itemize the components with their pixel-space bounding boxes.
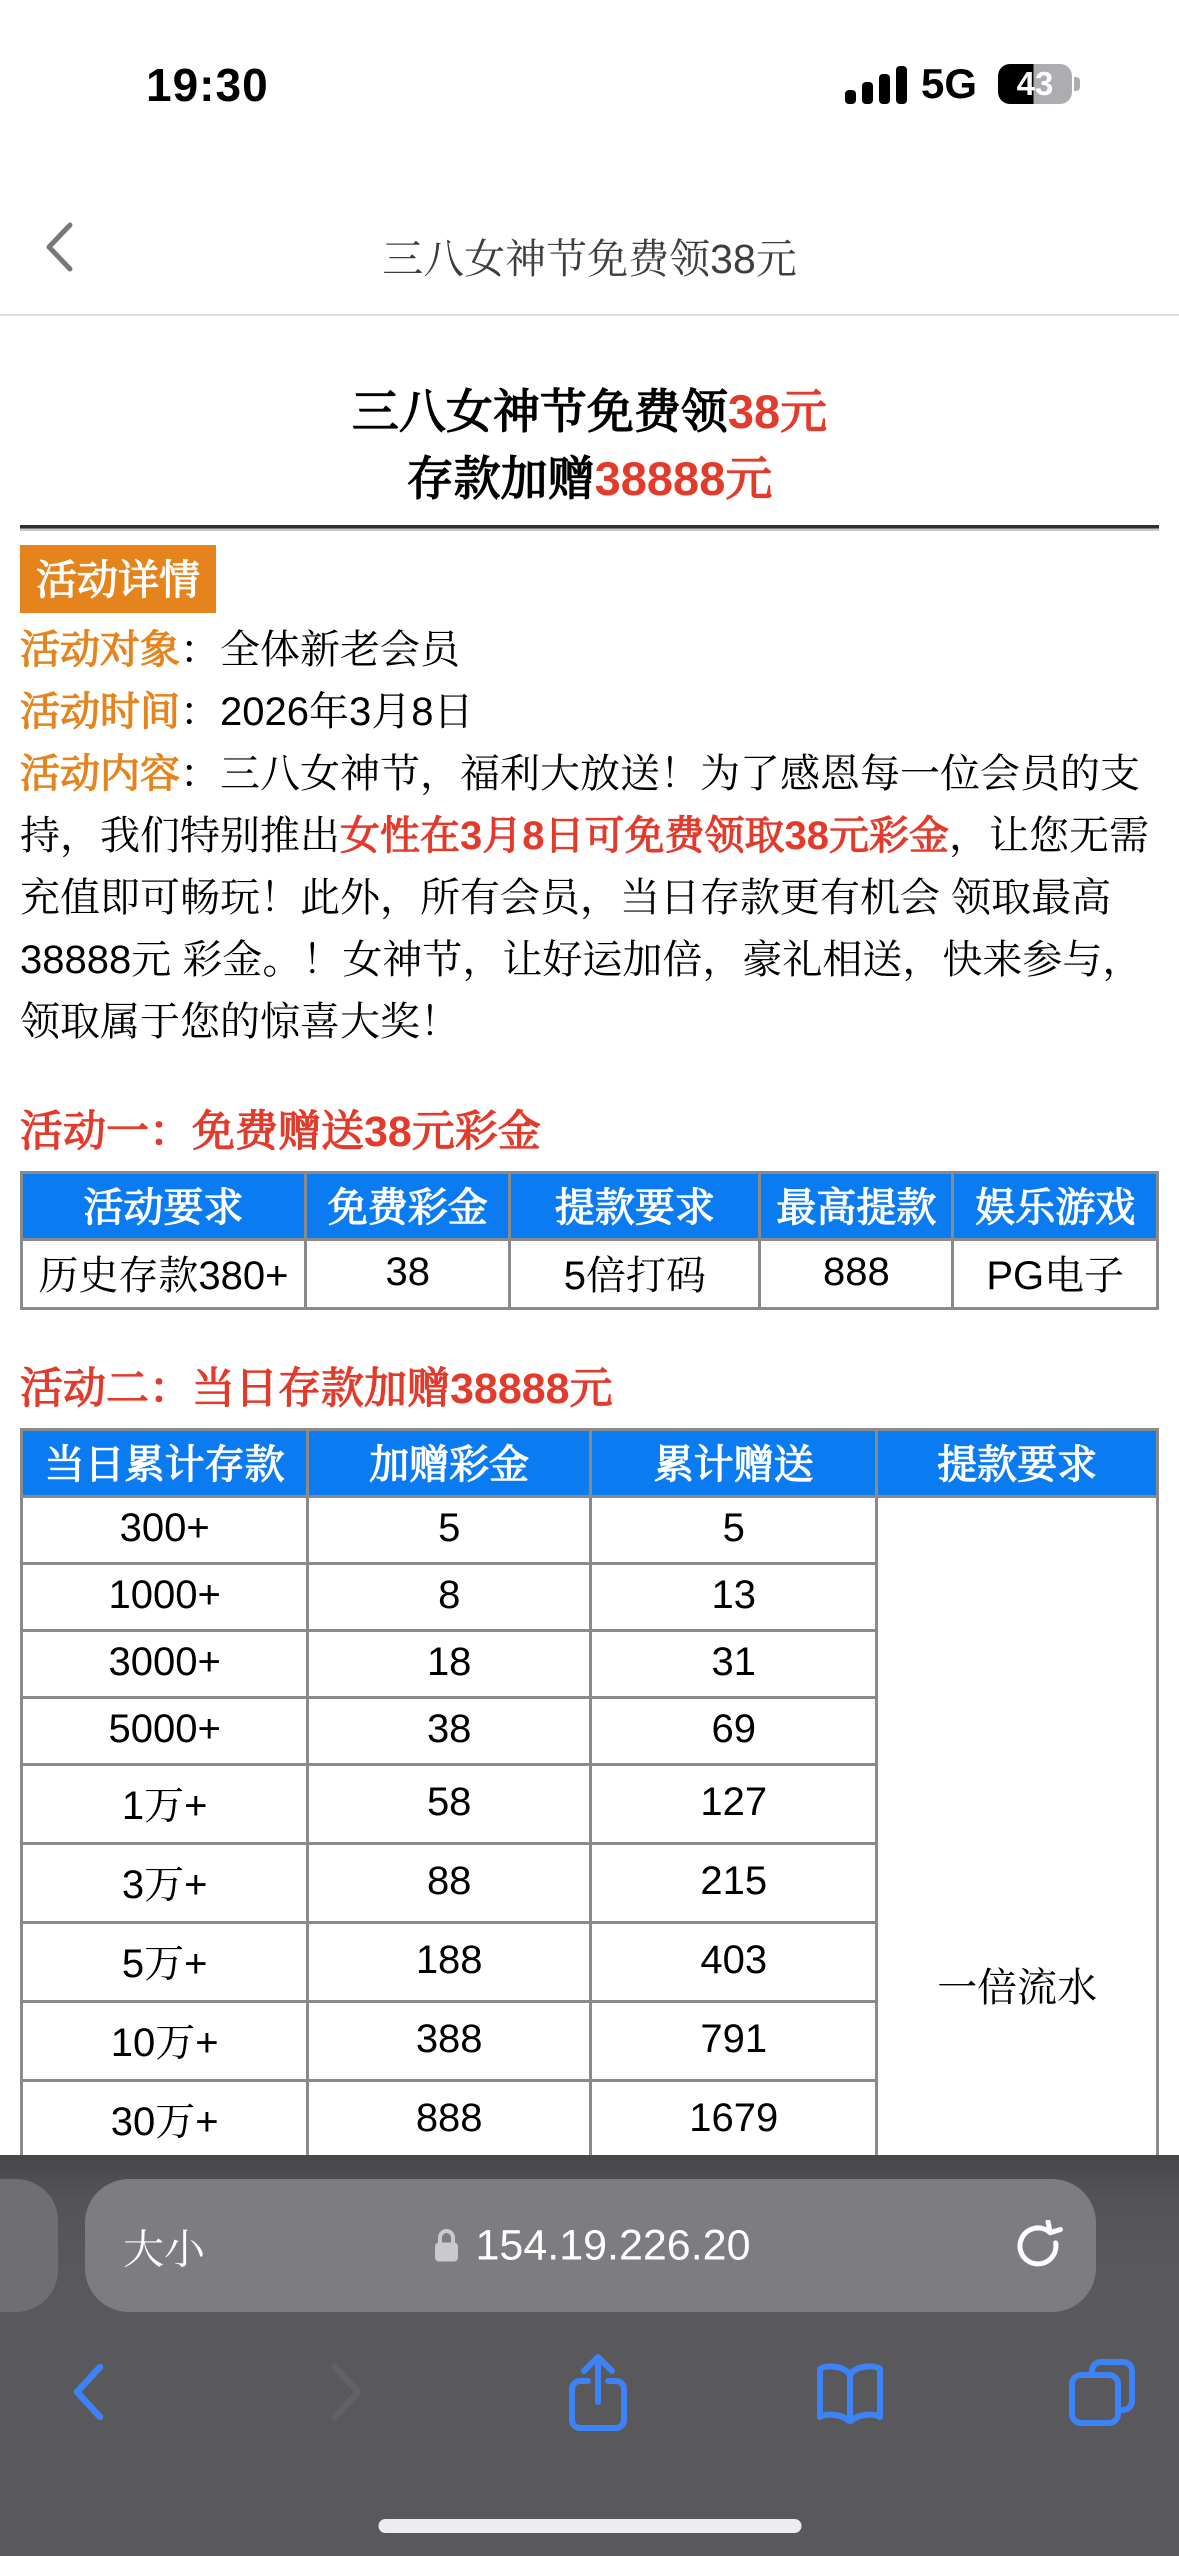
table-cell: 38 [306,1240,510,1309]
activity-target-row: 活动对象：全体新老会员 [20,628,460,672]
column-header: 娱乐游戏 [953,1173,1158,1240]
lock-icon [431,2225,462,2266]
table-cell: 127 [591,1765,877,1844]
table-cell: 5000+ [22,1698,308,1765]
table-cell: 888 [308,2081,591,2156]
previous-tab-peek[interactable] [0,2179,58,2312]
table-row [22,1240,1158,1309]
url-group [431,2221,751,2270]
tabs-icon[interactable] [1068,2359,1136,2427]
column-header: 加赠彩金 [308,1430,591,1497]
free-bonus-table [20,1171,1159,1310]
table-cell: 188 [308,1923,591,2002]
table-cell: PG电子 [953,1240,1158,1309]
table-cell: 5 [591,1497,877,1564]
table-cell: 5万+ [22,1923,308,2002]
column-header: 当日累计存款 [22,1430,308,1497]
table-cell: 历史存款380+ [22,1240,306,1309]
table-cell: 10万+ [22,2002,308,2081]
column-header: 提款要求 [877,1430,1158,1497]
status-time: 19:30 [146,59,269,111]
table-cell: 88 [308,1844,591,1923]
promo-title [20,378,1159,512]
column-header: 累计赠送 [591,1430,877,1497]
cellular-signal-icon [845,64,907,104]
table-cell: 69 [591,1698,877,1765]
table-cell: 1万+ [22,1765,308,1844]
activity1-heading: 活动一：免费赠送38元彩金 [20,1108,541,1156]
forward-icon[interactable] [328,2362,366,2422]
table-cell: 31 [591,1631,877,1698]
nav-back-button[interactable] [42,220,76,274]
wager-requirement-cell: 一倍流水 [877,1497,1158,2156]
table-cell: 888 [760,1240,953,1309]
table-cell: 30万+ [22,2081,308,2156]
table-row [22,1497,1158,1564]
table-cell: 18 [308,1631,591,1698]
column-header: 活动要求 [22,1173,306,1240]
deposit-table-body [22,1497,1158,2156]
battery-percent: 43 [1016,65,1054,102]
table-cell: 215 [591,1844,877,1923]
home-indicator[interactable] [378,2519,801,2533]
share-icon[interactable] [565,2350,631,2436]
activity2-heading: 活动二：当日存款加赠38888元 [20,1365,613,1413]
column-header: 免费彩金 [306,1173,510,1240]
url-text: 154.19.226.20 [475,2221,751,2269]
address-bar[interactable] [85,2179,1096,2312]
battery-icon [998,64,1072,104]
web-content [0,316,1179,2155]
section-divider [20,525,1159,531]
table-cell: 1000+ [22,1564,308,1631]
table-cell: 58 [308,1765,591,1844]
column-header: 最高提款 [760,1173,953,1240]
text-size-button[interactable]: 大小 [123,2226,205,2272]
bookmarks-icon[interactable] [812,2363,888,2425]
table-cell: 5 [308,1497,591,1564]
deposit-bonus-table [20,1428,1159,2155]
activity-info [20,619,1159,1053]
reload-icon[interactable] [1012,2220,1064,2272]
activity-description: 活动内容：三八女神节，福利大放送！为了感恩每一位会员的支持，我们特别推出女性在3月8日可免费领取38元彩金，让您无需充值即可畅玩！此外，所有会员，当日存款更有机会 领取最高 38888元 彩金。！女神节，让好运加倍，豪礼相送，快来参与，领取属于您的惊喜大奖！ [20,752,1149,1044]
page-title: 三八女神节免费领38元 [382,236,797,282]
table-cell: 403 [591,1923,877,2002]
promo-title-line2: 存款加赠38888元 [406,452,773,505]
table-header-row [22,1173,1158,1240]
table-cell: 791 [591,2002,877,2081]
table-cell: 3万+ [22,1844,308,1923]
details-badge: 活动详情 [20,545,216,613]
column-header: 提款要求 [510,1173,760,1240]
table-header-row [22,1430,1158,1497]
table-cell: 38 [308,1698,591,1765]
table-cell: 1679 [591,2081,877,2156]
safari-bottom-chrome [0,2155,1179,2556]
table-cell: 3000+ [22,1631,308,1698]
network-type-label: 5G [921,60,978,107]
back-icon[interactable] [69,2362,107,2422]
table-cell: 13 [591,1564,877,1631]
promo-title-line1: 三八女神节免费领38元 [351,385,828,438]
table-cell: 300+ [22,1497,308,1564]
table-cell: 8 [308,1564,591,1631]
table-cell: 388 [308,2002,591,2081]
activity-time-row: 活动时间：2026年3月8日 [20,690,474,734]
table-cell: 5倍打码 [510,1240,760,1309]
top-chrome [0,0,1179,316]
